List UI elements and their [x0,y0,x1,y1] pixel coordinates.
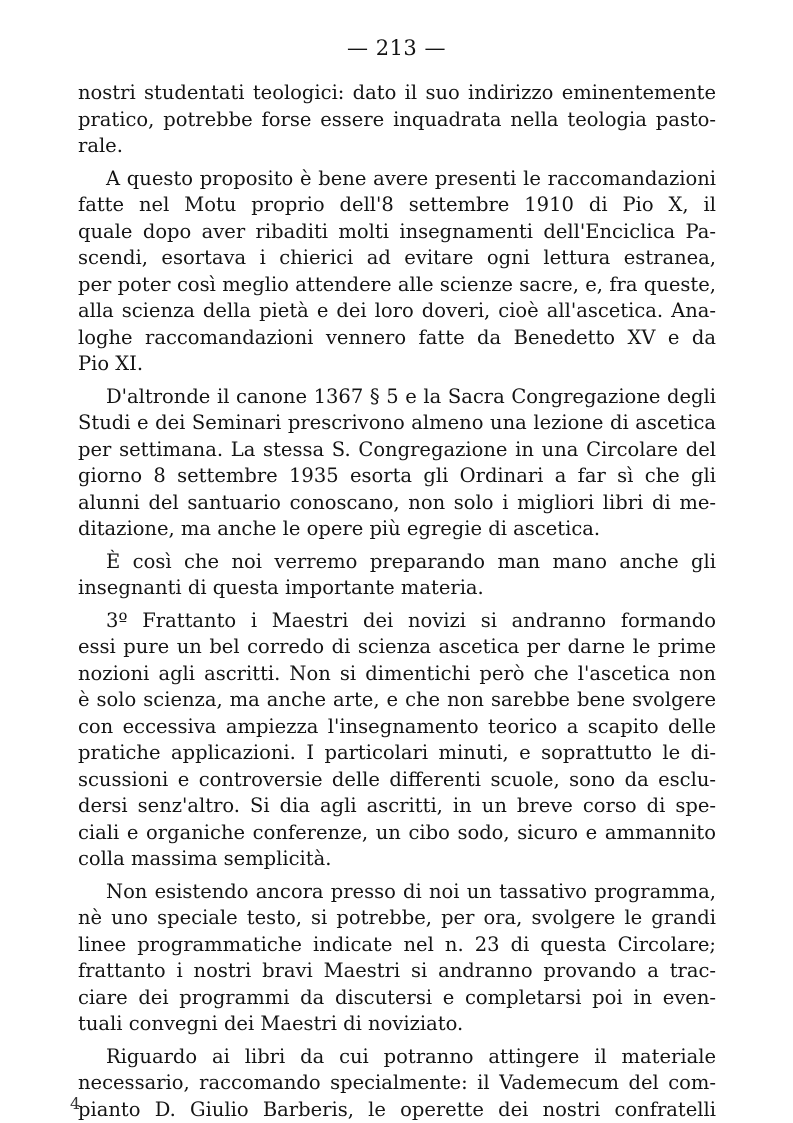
text-line: È così che noi verremo preparando man mano anche gli [106,549,716,573]
text-line: ciare dei programmi da discutersi e completarsi poi in even- [78,985,716,1009]
text-line: nozioni agli ascritti. Non si dimentichi però che l'ascetica non [78,661,716,685]
text-line: alla scienza della pietà e dei loro doveri, cioè all'ascetica. Ana- [78,299,716,322]
text-line: linee programmatiche indicate nel n. 23 di questa Circolare; [78,932,716,956]
text-line: pratiche applicazioni. I particolari minuti, e soprattutto le di- [78,741,716,764]
text-line: essi pure un bel corredo di scienza ascetica per darne le prime [78,635,716,658]
text-line: Studi e dei Seminari prescrivono almeno una lezione di ascetica [78,411,716,434]
paragraph [78,1044,716,1123]
text-line: frattanto i nostri bravi Maestri si andranno provando a trac- [78,959,716,982]
page-number: — 213 — [347,36,446,60]
text-line: Riguardo ai libri da cui potranno attingere il materiale [106,1044,716,1068]
text-line: dersi senz'altro. Si dia agli ascritti, in un breve corso di spe- [78,794,716,817]
paragraph [78,166,716,378]
text-line: colla massima semplicità. [78,847,332,870]
text-line: tuali convegni dei Maestri di noviziato. [78,1012,464,1035]
text-line: 3º Frattanto i Maestri dei novizi si andranno formando [106,608,716,632]
text-line: nè uno speciale testo, si potrebbe, per ora, svolgere le grandi [78,906,716,929]
text-line: per settimana. La stessa S. Congregazione in una Circolare del [78,437,716,461]
text-line: Non esistendo ancora presso di noi un tassativo programma, [106,879,716,903]
body-text [78,80,716,1123]
text-line: scussioni e controversie delle differenti scuole, sono da esclu- [78,767,716,791]
text-line: nostri studentati teologici: dato il suo indirizzo eminentemente [78,81,716,104]
text-line: A questo proposito è bene avere presenti le raccomandazioni [106,166,716,190]
text-line: è solo scienza, ma anche arte, e che non sarebbe bene svolgere [78,688,716,711]
text-line: scendi, esortava i chierici ad evitare ogni lettura estranea, [78,246,716,269]
text-line: pianto D. Giulio Barberis, le operette dei nostri confratelli [78,1097,716,1121]
text-line: alunni del santuario conoscano, non solo i migliori libri di me- [78,490,716,514]
paragraph [78,879,716,1038]
text-line: quale dopo aver ribaditi molti insegnamenti dell'Enciclica Pa- [78,219,716,243]
text-line: necessario, raccomando specialmente: il Vademecum del com- [78,1071,716,1094]
corner-mark: 4 [70,1094,81,1113]
text-line: giorno 8 settembre 1935 esorta gli Ordinari a far sì che gli [78,464,716,487]
paragraph [78,608,716,873]
text-line: D'altronde il canone 1367 § 5 e la Sacra Congregazione degli [106,384,716,408]
text-line: insegnanti di questa importante materia. [78,576,484,599]
text-line: pratico, potrebbe forse essere inquadrata nella teologia pasto- [78,107,716,131]
paragraph [78,80,716,160]
text-line: Pio XI. [78,352,144,375]
text-line: per poter così meglio attendere alle scienze sacre, e, fra queste, [78,272,716,296]
paragraph [78,384,716,543]
text-line: con eccessiva ampiezza l'insegnamento teorico a scapito delle [78,714,716,738]
text-line: rale. [78,134,123,157]
text-line: fatte nel Motu proprio dell'8 settembre 1910 di Pio X, il [78,193,716,216]
text-line: ciali e organiche conferenze, un cibo sodo, sicuro e ammannito [78,820,716,844]
paragraph [78,549,716,602]
text-line: loghe raccomandazioni vennero fatte da Benedetto XV e da [78,325,716,349]
text-line: ditazione, ma anche le opere più egregie di ascetica. [78,517,601,540]
